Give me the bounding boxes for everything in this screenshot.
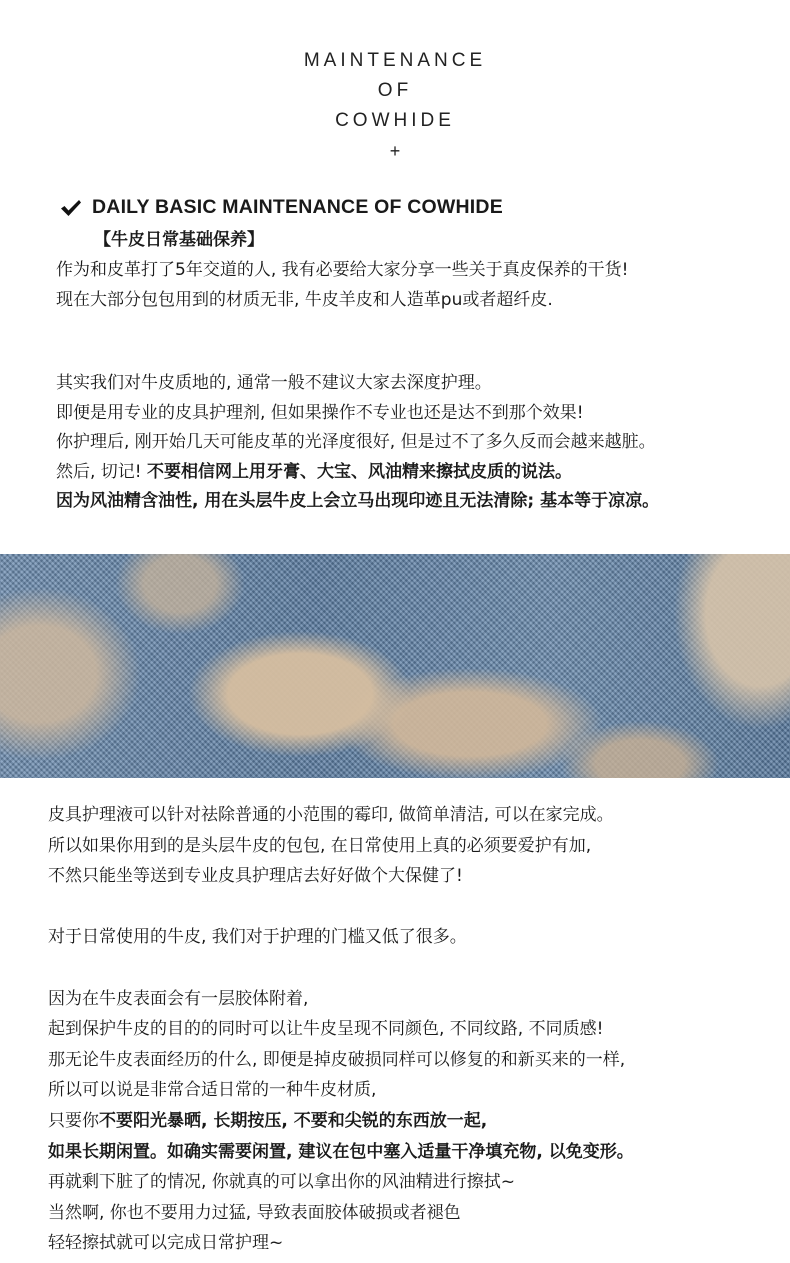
leather-texture-image <box>0 554 790 778</box>
header-line-maintenance: MAINTENANCE <box>303 50 487 71</box>
section-title-text: DAILY BASIC MAINTENANCE OF COWHIDE <box>92 196 503 218</box>
spacer <box>48 953 634 984</box>
advice-line <box>56 458 659 488</box>
care-emphasis: 不要阳光暴晒, 长期按压, 不要和尖锐的东西放一起, <box>99 1110 488 1131</box>
care-line: 对于日常使用的牛皮, 我们对于护理的门槛又低了很多。 <box>48 927 467 948</box>
care-line: 再就剩下脏了的情况, 你就真的可以拿出你的风油精进行擦拭~ <box>48 1172 516 1193</box>
care-line: 起到保护牛皮的目的的同时可以让牛皮呈现不同颜色, 不同纹路, 不同质感! <box>48 1019 604 1040</box>
advice-warning: 不要相信网上用牙膏、大宝、风油精来擦拭皮质的说法。 <box>147 461 573 482</box>
care-line: 轻轻擦拭就可以完成日常护理~ <box>48 1233 284 1254</box>
section-title <box>60 196 503 219</box>
care-line-prefix: 只要你 <box>48 1110 99 1131</box>
care-line: 当然啊, 你也不要用力过猛, 导致表面胶体破损或者褪色 <box>48 1202 461 1223</box>
advice-line: 你护理后, 刚开始几天可能皮革的光泽度很好, 但是过不了多久反而会越来越脏。 <box>56 432 656 453</box>
header-line-cowhide: COWHIDE <box>335 110 455 131</box>
advice-paragraph <box>56 369 659 517</box>
advice-warning: 因为风油精含油性, 用在头层牛皮上会立马出现印迹且无法清除; 基本等于凉凉。 <box>56 491 660 512</box>
section-subtitle: 【牛皮日常基础保养】 <box>94 230 264 250</box>
advice-line: 其实我们对牛皮质地的, 通常一般不建议大家去深度护理。 <box>56 373 492 393</box>
care-line <box>48 1106 634 1137</box>
header-plus: + <box>389 141 401 161</box>
advice-line: 即便是用专业的皮具护理剂, 但如果操作不专业也还是达不到那个效果! <box>56 402 584 423</box>
intro-paragraph <box>56 256 628 315</box>
header-line-of: OF <box>377 80 413 101</box>
intro-line: 现在大部分包包用到的材质无非, 牛皮羊皮和人造革pu或者超纤皮. <box>56 289 553 310</box>
check-icon <box>60 199 82 217</box>
care-line: 皮具护理液可以针对祛除普通的小范围的霉印, 做简单清洁, 可以在家完成。 <box>48 805 614 825</box>
advice-line <box>56 487 659 517</box>
care-line <box>48 1137 634 1168</box>
intro-line: 作为和皮革打了5年交道的人, 我有必要给大家分享一些关于真皮保养的干货! <box>56 260 629 280</box>
care-line: 不然只能坐等送到专业皮具护理店去好好做个大保健了! <box>48 866 463 887</box>
page-header <box>0 46 790 164</box>
spacer <box>48 892 634 923</box>
care-emphasis: 如果长期闲置。如确实需要闲置, 建议在包中塞入适量干净填充物, 以免变形。 <box>48 1141 634 1162</box>
care-line: 所以如果你用到的是头层牛皮的包包, 在日常使用上真的必须要爱护有加, <box>48 835 592 856</box>
care-line: 那无论牛皮表面经历的什么, 即便是掉皮破损同样可以修复的和新买来的一样, <box>48 1049 626 1070</box>
advice-line-prefix: 然后, 切记! <box>56 461 148 482</box>
care-line: 因为在牛皮表面会有一层胶体附着, <box>48 988 309 1009</box>
care-line: 所以可以说是非常合适日常的一种牛皮材质, <box>48 1080 377 1101</box>
care-paragraph <box>48 800 634 1259</box>
